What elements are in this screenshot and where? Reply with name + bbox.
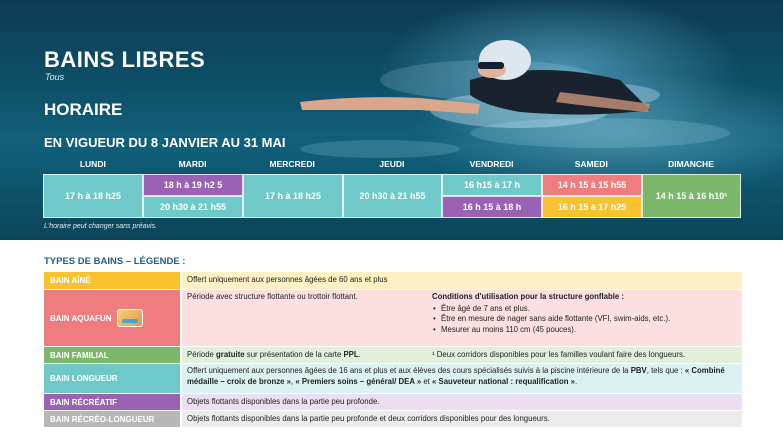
legend-row-longueur [44, 364, 742, 393]
page-subtitle: Tous [45, 72, 65, 82]
aquafun-desc: Période avec structure flottante ou trottoir flottant. [187, 292, 358, 301]
aquafun-card-icon [117, 309, 143, 327]
aquafun-conditions [432, 292, 737, 344]
day-mardi: MARDI [178, 159, 207, 169]
legend-row-aquafun [44, 290, 742, 346]
day-dimanche: DIMANCHE [668, 159, 714, 169]
aquafun-condition: • Mesurer au moins 110 cm (45 pouces). [432, 325, 737, 336]
legend-desc-aine: Offert uniquement aux personnes âgées de 60 ans et plus [182, 272, 742, 289]
legend-name-aine: BAIN AÎNÉ [44, 272, 182, 289]
section-heading: HORAIRE [44, 100, 123, 119]
familial-desc: Période gratuite sur présentation de la carte PPL. [187, 349, 361, 359]
familial-note: ¹ Deux corridors disponibles pour les familles voulant faire des longueurs. [432, 349, 686, 359]
legend-row-familial [44, 347, 742, 363]
aquafun-conditions-title: Conditions d'utilisation pour la structure gonflable : [432, 292, 625, 301]
slot-samedi-1: 14 h 15 à 15 h55 [542, 174, 642, 196]
day-headers [43, 159, 741, 169]
slot-mardi-1: 18 h à 19 h2 5 [143, 174, 243, 196]
day-jeudi: JEUDI [379, 159, 405, 169]
legend-row-aine [44, 272, 742, 289]
legend-name-recreo-longueur: BAIN RÉCRÉO-LONGUEUR [44, 411, 182, 427]
legend-desc-aquafun [182, 290, 742, 346]
day-lundi: LUNDI [79, 159, 106, 169]
slot-mercredi: 17 h à 18 h25 [243, 174, 343, 218]
schedule-grid [43, 174, 741, 218]
slot-vendredi-1: 16 h15 à 17 h [442, 174, 542, 196]
slot-mardi-2: 20 h30 à 21 h55 [143, 196, 243, 218]
day-samedi: SAMEDI [574, 159, 608, 169]
legend-row-recreo-longueur [44, 411, 742, 427]
legend-desc-recreatif: Objets flottants disponibles dans la partie peu profonde. [182, 394, 742, 410]
legend-row-recreatif [44, 394, 742, 410]
schedule-note: L'horaire peut changer sans préavis. [44, 223, 158, 230]
day-mercredi: MERCREDI [269, 159, 315, 169]
legend-desc-familial [182, 347, 742, 363]
slot-lundi: 17 h à 18 h25 [43, 174, 143, 218]
validity-period: EN VIGUEUR DU 8 JANVIER AU 31 MAI [44, 135, 286, 150]
legend-name-recreatif: BAIN RÉCRÉATIF [44, 394, 182, 410]
slot-dimanche: 14 h 15 à 16 h10¹ [642, 174, 741, 218]
slot-samedi-2: 16 h 15 à 17 h25 [542, 196, 642, 218]
legend-desc-longueur: Offert uniquement aux personnes âgées de 16 ans et plus et aux élèves des cours spécialisés suivis à la piscine intérieure de la PBV, tels que : « Combiné médaille – croix de bronze », « Premiers soins – général/ DEA » et « Sauveteur national : requalification ». [182, 364, 742, 393]
legend-title: TYPES DE BAINS – LÉGENDE : [44, 256, 186, 267]
day-vendredi: VENDREDI [469, 159, 514, 169]
legend-name-familial: BAIN FAMILIAL [44, 347, 182, 363]
aquafun-condition: • Être en mesure de nager sans aide flottante (VFI, swim-aids, etc.). [432, 314, 737, 325]
legend-name-aquafun-label: BAIN AQUAFUN [50, 313, 112, 323]
legend-name-aquafun [44, 290, 182, 346]
slot-vendredi-2: 16 h 15 à 18 h [442, 196, 542, 218]
legend-name-longueur: BAIN LONGUEUR [44, 364, 182, 393]
aquafun-condition: • Être âgé de 7 ans et plus. [432, 304, 737, 315]
page-title: BAINS LIBRES [44, 47, 206, 72]
slot-jeudi: 20 h30 à 21 h55 [343, 174, 442, 218]
legend-desc-recreo-longueur: Objets flottants disponibles dans la partie peu profonde et deux corridors disponibles pour des longueurs. [182, 411, 742, 427]
